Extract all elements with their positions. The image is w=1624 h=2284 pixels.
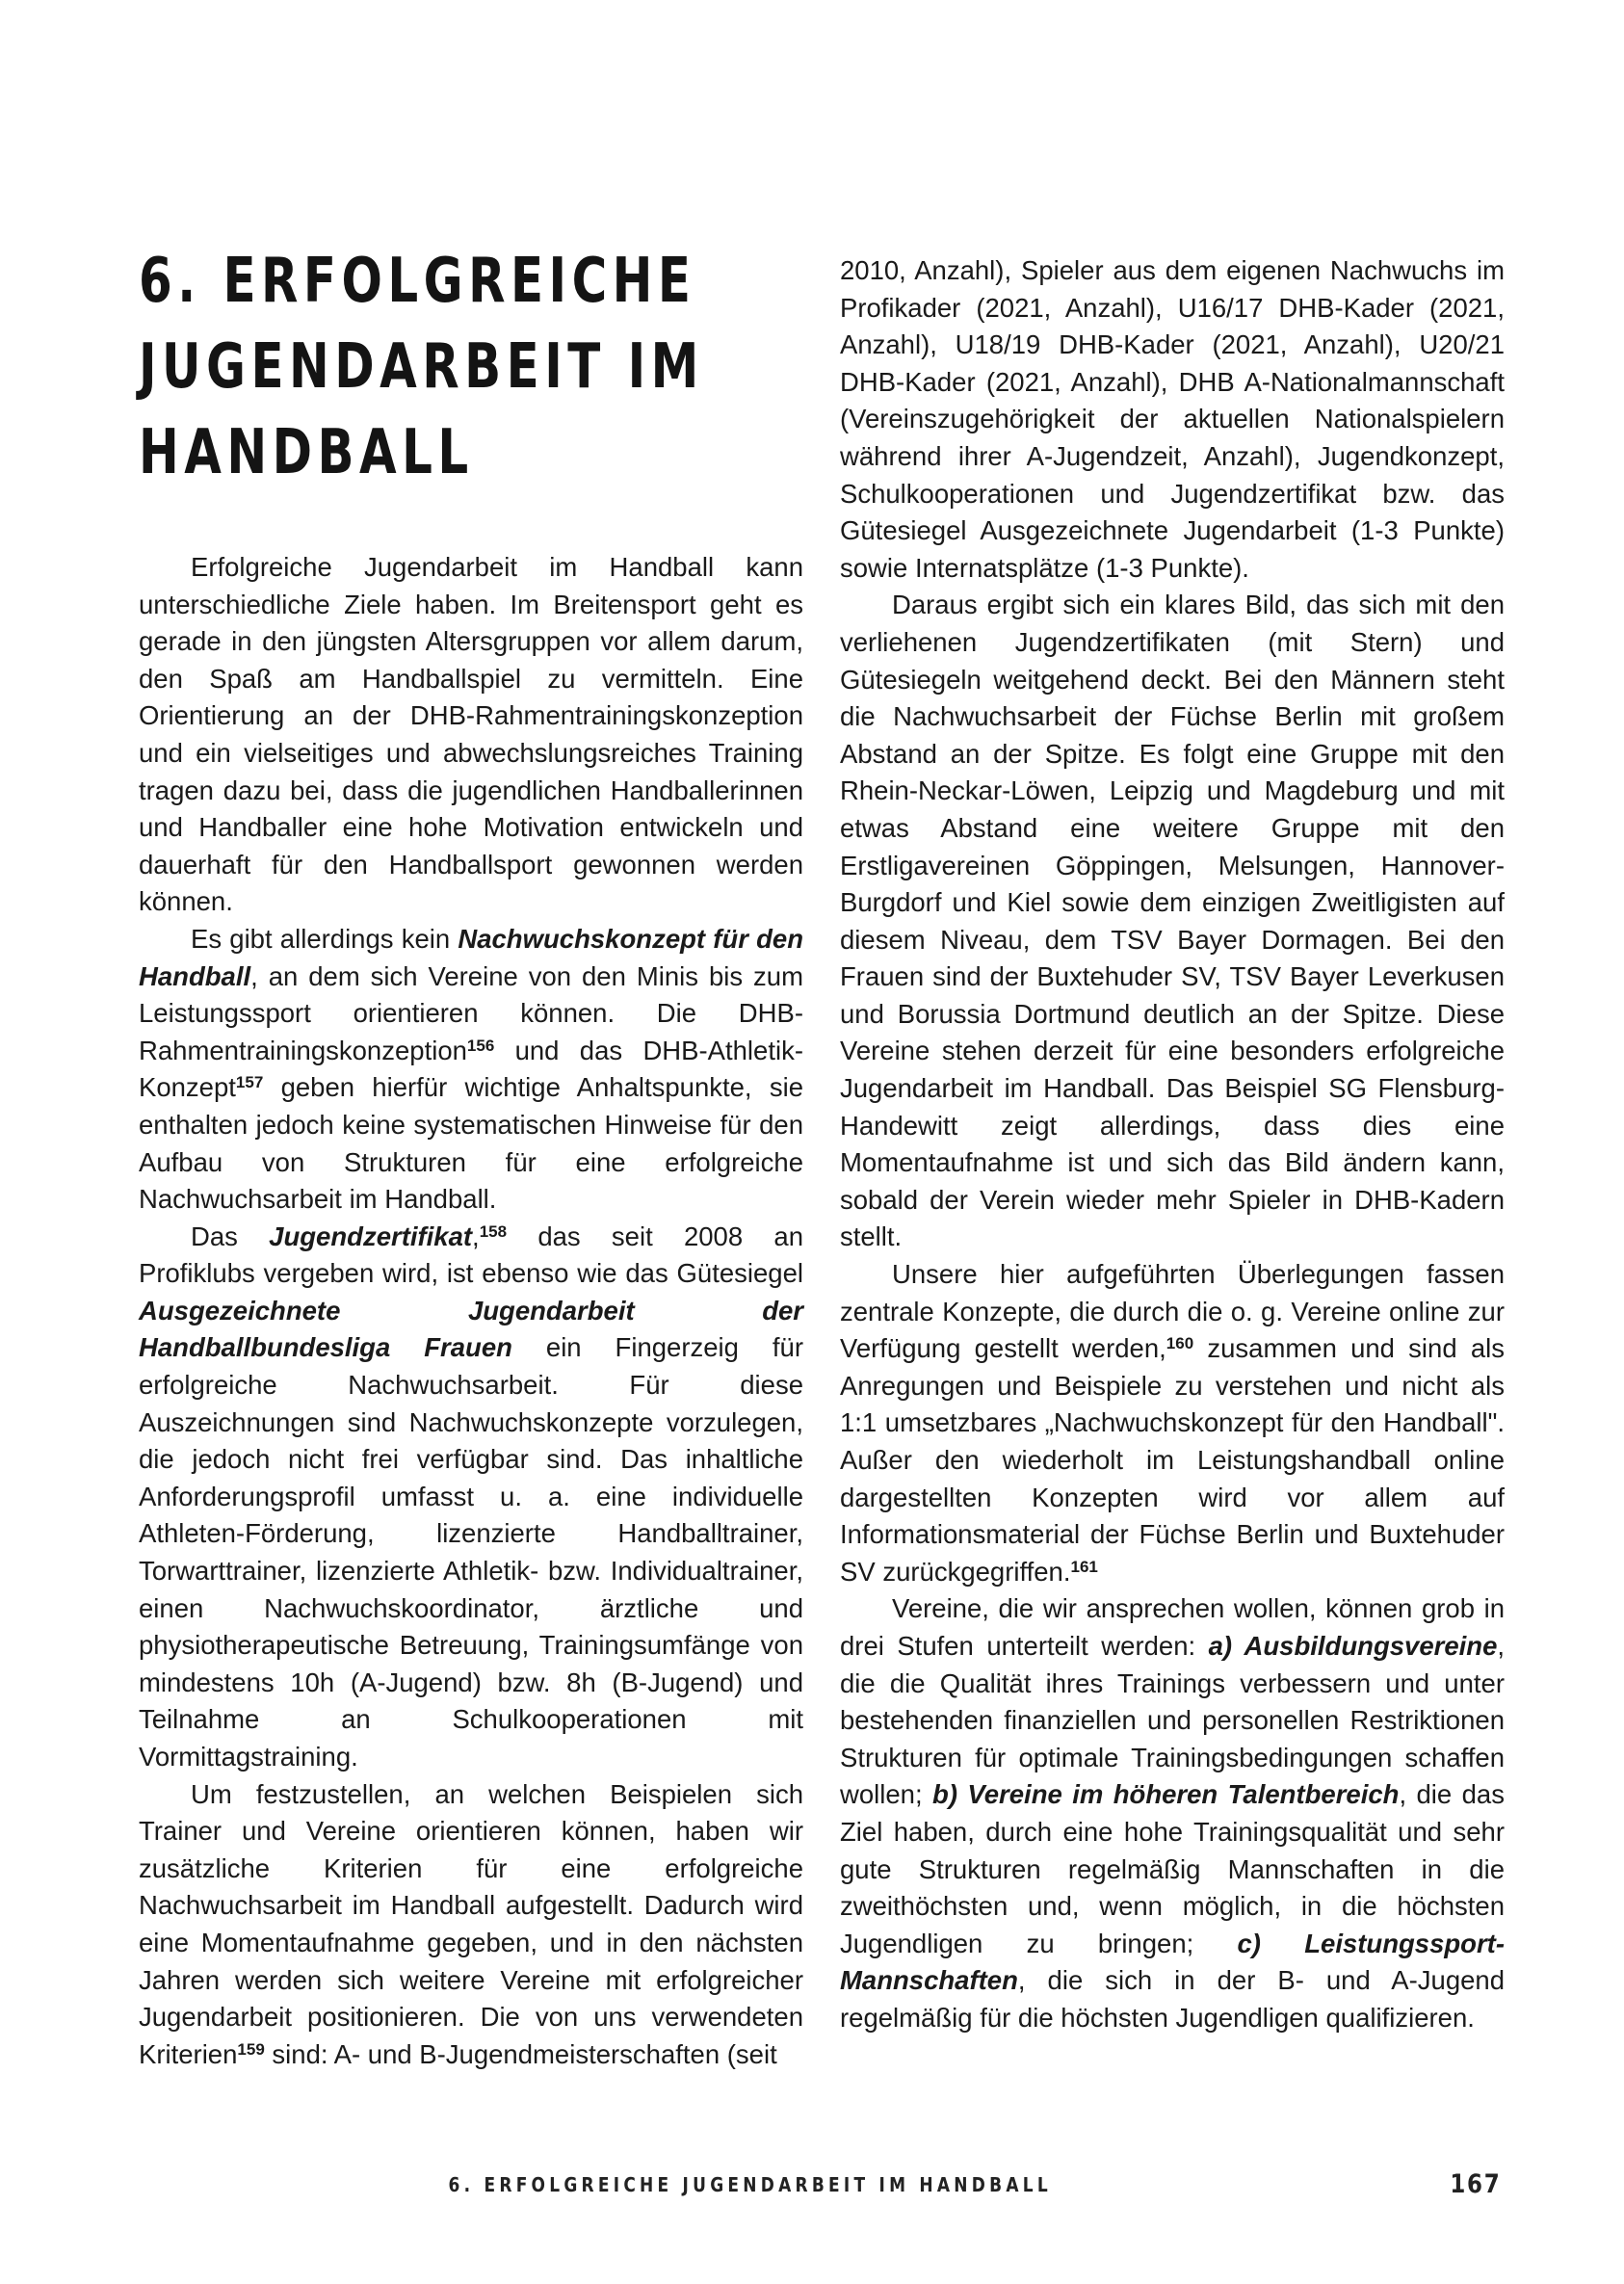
chapter-title-line-3: HANDBALL [139, 417, 474, 488]
text-run: , die sich in der B- und A-Jugend regelmäßig für die höchsten Jugendligen qualifizieren. [840, 1965, 1505, 2033]
paragraph-jugendzertifikat [139, 1219, 803, 1776]
text-run: das seit 2008 an Profiklubs vergeben wird, ist ebenso wie das Gütesiegel [139, 1221, 803, 1289]
text-run: ein Fingerzeig für erfolgreiche Nachwuchsarbeit. Für diese Auszeichnungen sind Nachwuchskonzepte vorzulegen, die jedoch nicht frei verfügbar sind. Das inhaltliche Anforderungsprofil umfasst u. a. eine individuelle Athleten-Förderung, lizenzierte Handballtrainer, Torwarttrainer, lizenzierte Athletik- bzw. Individualtrainer, einen Nachwuchskoordinator, ärztliche und physiotherapeutische Betreuung, Trainingsumfänge von mindestens 10h (A-Jugend) bzw. 8h (B-Jugend) und Teilnahme an Schulkooperationen mit Vormittagstraining. [139, 1332, 804, 1772]
footnote-ref-158: 158 [479, 1221, 508, 1241]
footnote-ref-160: 160 [1166, 1334, 1194, 1353]
emphasis-jugendzertifikat: Jugendzertifikat [269, 1221, 473, 1251]
text-run: Vereine, die wir ansprechen wollen, können grob in drei Stufen unterteilt werden: [840, 1593, 1505, 1661]
paragraph-ergebnis: Daraus ergibt sich ein klares Bild, das sich mit den verliehenen Jugendzertifikaten (mit Stern) und Gütesiegeln weitgehend deckt. Bei den Männern steht die Nachwuchsarbeit der Füchse Berlin mit großem Abstand an der Spitze. Es folgt eine Gruppe mit den Rhein-Neckar-Löwen, Leipzig und Magdeburg und mit etwas Abstand eine weitere Gruppe mit den Erstligavereinen Göppingen, Melsungen, Hannover-Burgdorf und Kiel sowie dem einzigen Zweitligisten auf diesem Niveau, dem TSV Bayer Dormagen. Bei den Frauen sind der Buxtehuder SV, TSV Bayer Leverkusen und Borussia Dortmund deutlich an der Spitze. Diese Vereine stehen derzeit für eine besonders erfolgreiche Jugendarbeit im Handball. Das Beispiel SG Flensburg-Handewitt zeigt allerdings, dass dies eine Momentaufnahme ist und sich das Bild ändern kann, sobald der Verein wieder mehr Spieler in DHB-Kadern stellt. [840, 590, 1505, 1252]
right-column [840, 252, 1505, 2037]
text-run: , an dem sich Vereine von den Minis bis zum Leistungssport orientieren können. Die DHB-Rahmentrainingskonzeption [139, 960, 803, 1065]
text-run: sind: A- und B-Jugendmeisterschaften (seit [264, 2038, 777, 2069]
page-number: 167 [1449, 2169, 1501, 2199]
left-column [139, 549, 803, 2073]
footnote-ref-156: 156 [466, 1036, 495, 1055]
text-run: Es gibt allerdings kein [191, 923, 458, 954]
footnote-ref-159: 159 [237, 2039, 265, 2059]
text-run: und das DHB-Athletik-Konzept [139, 1035, 803, 1103]
paragraph-kriterien [139, 1776, 803, 2074]
emphasis-leistungssport: c) Leistungssport-Mannschaften [840, 1928, 1506, 1996]
text-run: Unsere hier aufgeführten Überlegungen fassen zentrale Konzepte, die durch die o. g. Vereine online zur Verfügung gestellt werden, [840, 1259, 1505, 1364]
text-run: , die das Ziel haben, durch eine hohe Trainingsqualität und sehr gute Strukturen regelmäßig Mannschaften in die zweithöchsten und, wenn möglich, in die höchsten Jugendligen zu bringen; [840, 1779, 1505, 1958]
emphasis-guetesiegel: Ausgezeichnete Jugendarbeit der Handballbundesliga Frauen [139, 1295, 803, 1363]
footnote-ref-161: 161 [1070, 1557, 1098, 1576]
paragraph-kriterien-continued: 2010, Anzahl), Spieler aus dem eigenen Nachwuchs im Profikader (2021, Anzahl), U16/17 DHB-Kader (2021, Anzahl), U18/19 DHB-Kader (2021, Anzahl), U20/21 DHB-Kader (2021, Anzahl), DHB A-Nationalmannschaft (Vereinszugehörigkeit der aktuellen Nationalspielern während ihrer A-Jugendzeit, Anzahl), Jugendkonzept, Schulkooperationen und Jugendzertifikat bzw. das Gütesiegel Ausgezeichnete Jugendarbeit (1-3 Punkte) sowie Internatsplätze (1-3 Punkte). [840, 255, 1505, 583]
paragraph-nachwuchskonzept [139, 921, 803, 1219]
footnote-ref-157: 157 [235, 1073, 264, 1092]
text-run: Um festzustellen, an welchen Beispielen sich Trainer und Vereine orientieren können, haben wir zusätzliche Kriterien für eine erfolgreiche Nachwuchsarbeit im Handball aufgestellt. Dadurch wird eine Momentaufnahme gegeben, und in den nächsten Jahren werden sich weitere Vereine mit erfolgreicher Jugendarbeit positionieren. Die von uns verwendeten Kriterien [139, 1778, 803, 2069]
chapter-title-line-2: JUGENDARBEIT IM [139, 331, 704, 403]
emphasis-nachwuchskonzept: Nachwuchskonzept für den Handball [139, 923, 803, 991]
text-run: , [472, 1221, 480, 1251]
running-title: 6. ERFOLGREICHE JUGENDARBEIT IM HANDBALL [448, 2173, 1052, 2196]
text-run: geben hierfür wichtige Anhaltspunkte, sie enthalten jedoch keine systematischen Hinweise für den Aufbau von Strukturen für eine erfolgreiche Nachwuchsarbeit im Handball. [139, 1072, 803, 1215]
text-run: Das [191, 1221, 270, 1251]
emphasis-talentbereich: b) Vereine im höheren Talentbereich [932, 1779, 1400, 1810]
paragraph-ueberlegungen [840, 1256, 1505, 1590]
text-run: , die die Qualität ihres Trainings verbessern und unter bestehenden finanziellen und personellen Restriktionen Strukturen für optimale Trainingsbedingungen schaffen wollen; [840, 1630, 1505, 1810]
paragraph-stufen [840, 1590, 1505, 2036]
paragraph-intro: Erfolgreiche Jugendarbeit im Handball kann unterschiedliche Ziele haben. Im Breitensport geht es gerade in den jüngsten Altersgruppen vor allem darum, den Spaß am Handballspiel zu vermitteln. Eine Orientierung an der DHB-Rahmentrainingskonzeption und ein vielseitiges und abwechslungsreiches Training tragen dazu bei, dass die jugendlichen Handballerinnen und Handballer eine hohe Motivation entwickeln und dauerhaft für den Handballsport gewonnen werden können. [139, 552, 803, 917]
text-run: zusammen und sind als Anregungen und Beispiele zu verstehen und nicht als 1:1 umsetzbares „Nachwuchskonzept für den Handball". Außer den wiederholt im Leistungshandball online dargestellten Konzepten wird vor allem auf Informationsmaterial der Füchse Berlin und Buxtehuder SV zurückgegriffen. [840, 1333, 1506, 1587]
page-footer [0, 2169, 1624, 2212]
emphasis-ausbildungsvereine: a) Ausbildungsvereine [1208, 1630, 1498, 1661]
chapter-title-line-1: 6. ERFOLGREICHE [139, 246, 696, 317]
chapter-title [139, 239, 704, 496]
